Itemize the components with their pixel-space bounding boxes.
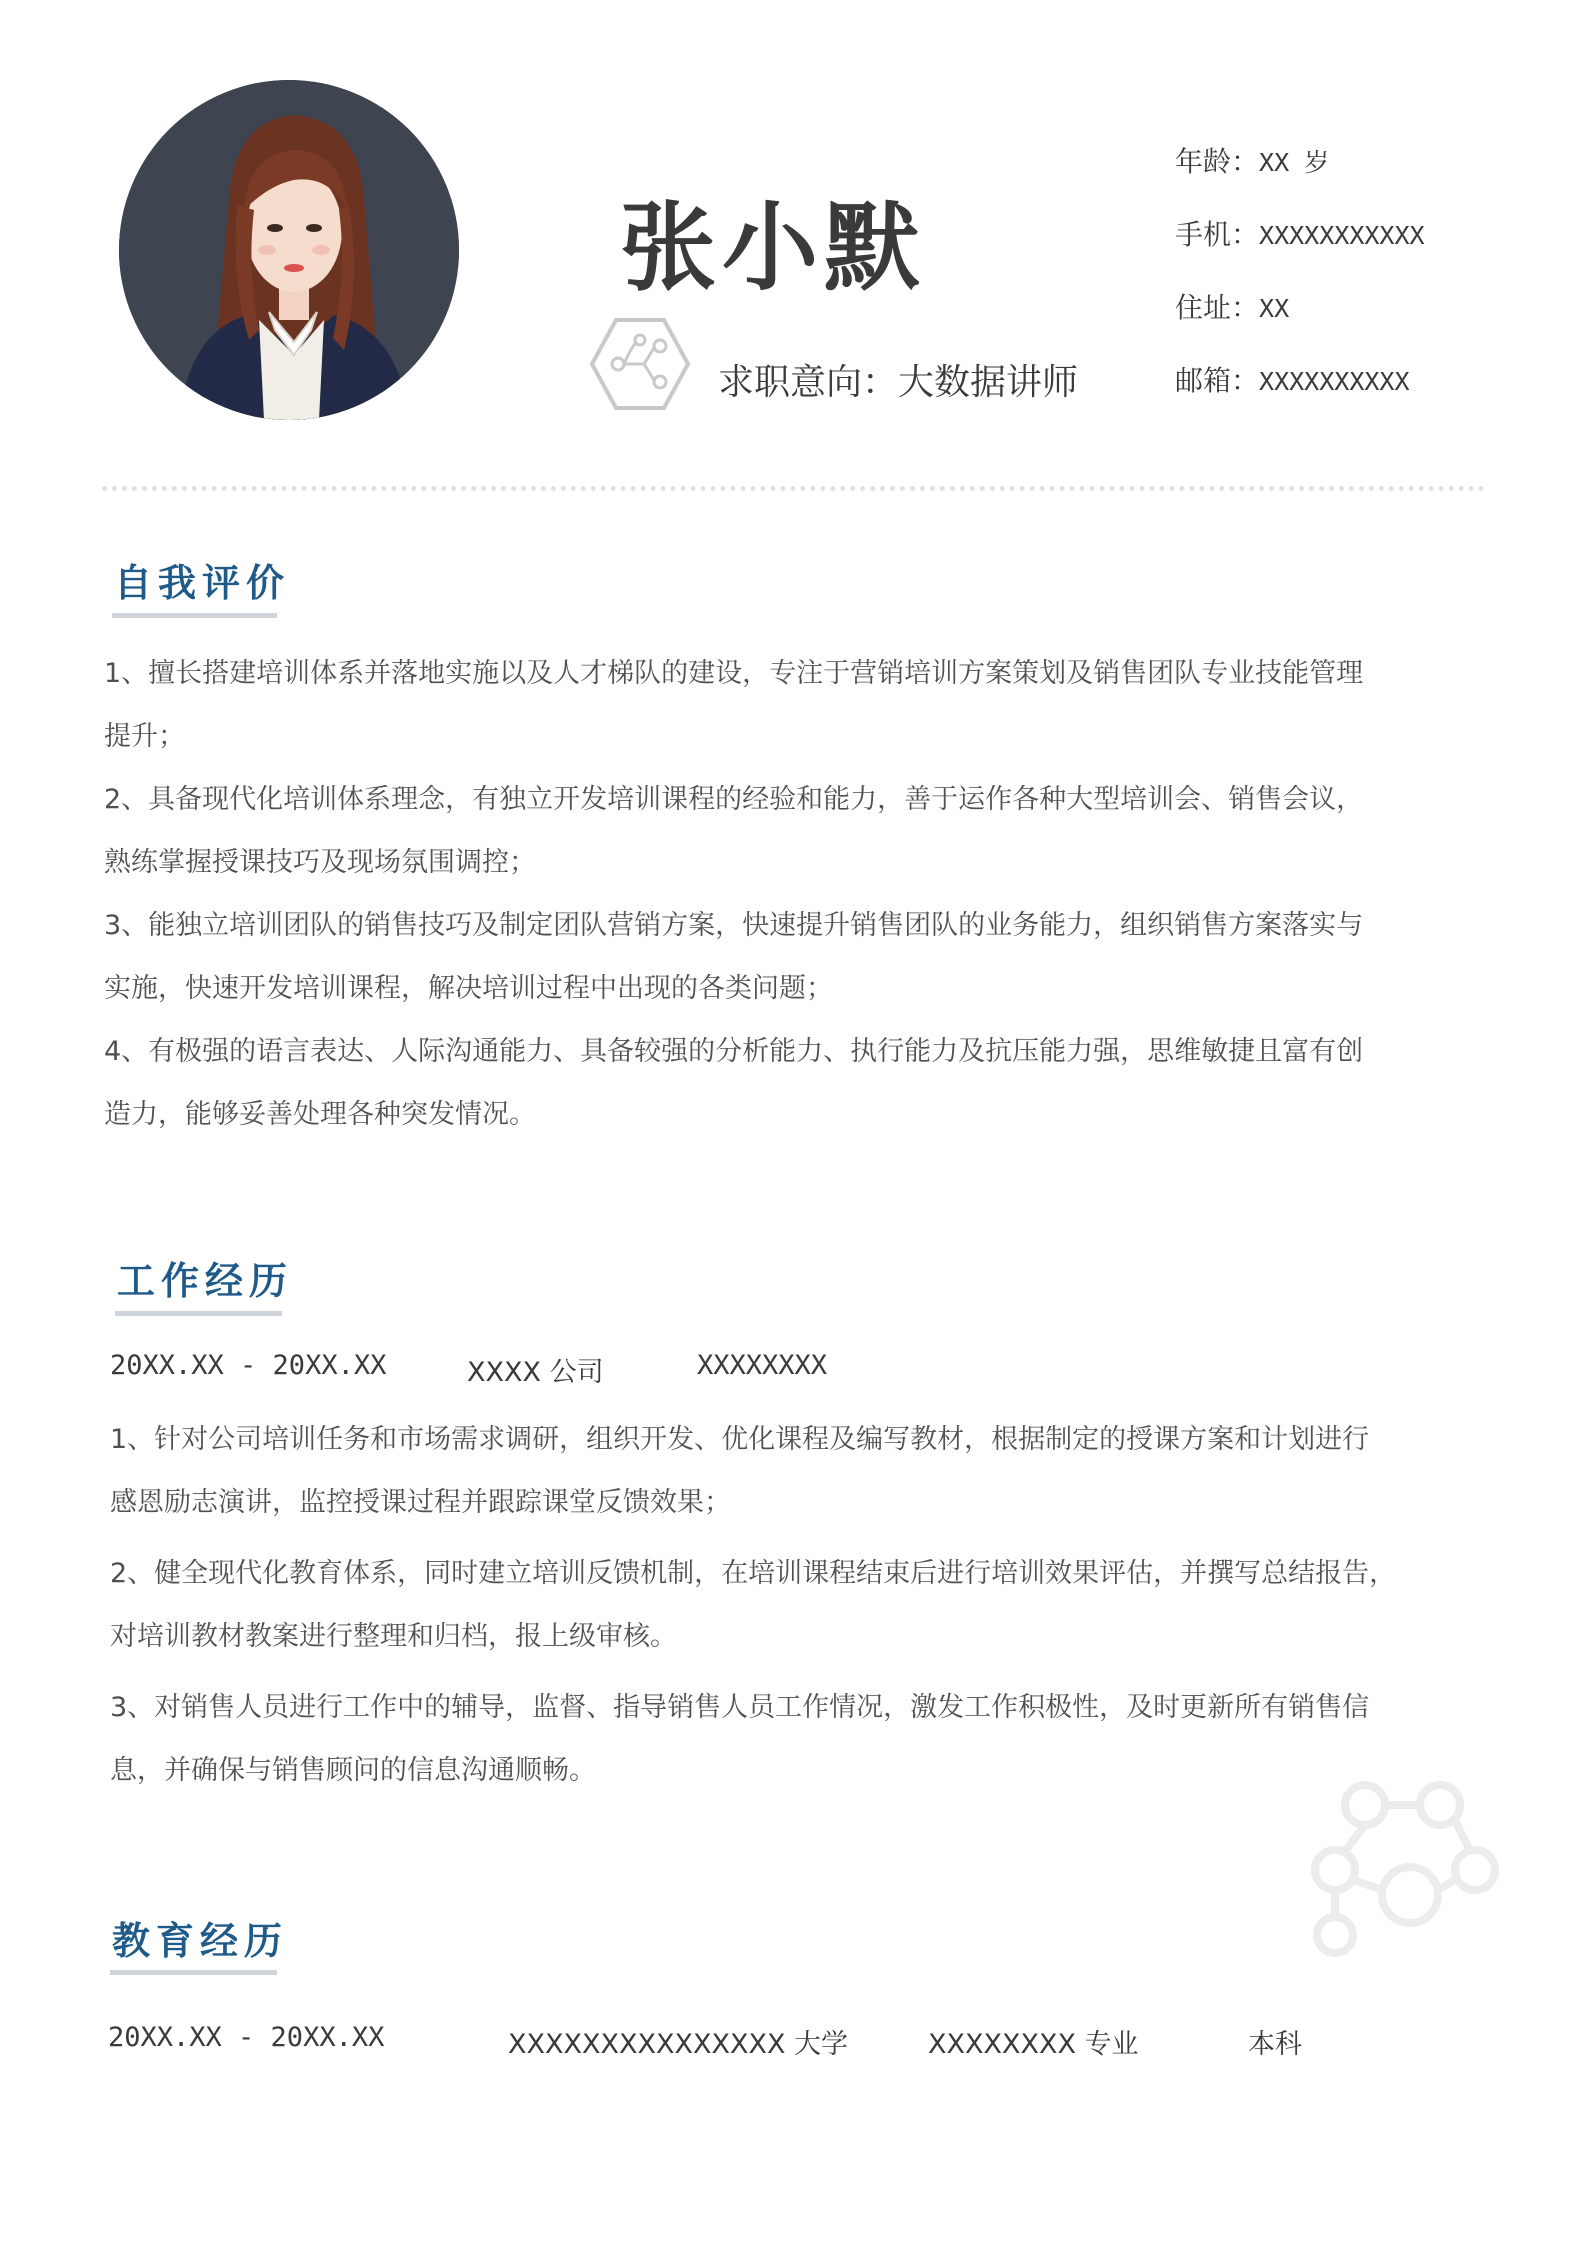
education-period: 20XX.XX - 20XX.XX (108, 2022, 385, 2053)
work-company (467, 1350, 604, 1389)
contact-address (1175, 286, 1289, 326)
self-eval-line: 实施，快速开发培训课程，解决培训过程中出现的各类问题； (104, 973, 833, 1004)
education-school (508, 2022, 848, 2061)
work-body (110, 1408, 1396, 1802)
education-major (928, 2022, 1139, 2061)
education-underline (110, 1970, 277, 1975)
candidate-name: 张小默 (620, 192, 926, 304)
work-line: 息，并确保与销售顾问的信息沟通顺畅。 (110, 1755, 596, 1786)
work-line: 2、健全现代化教育体系，同时建立培训反馈机制，在培训课程结束后进行培训效果评估，并撰写总结报告， (110, 1558, 1397, 1589)
contact-value: XX 岁 (1259, 148, 1330, 177)
education-degree: 本科 (1248, 2029, 1302, 2060)
avatar (119, 80, 459, 420)
work-line: 对培训教材教案进行整理和归档，报上级审核。 (110, 1621, 677, 1652)
work-position: XXXXXXXX (697, 1350, 828, 1381)
job-intent: 求职意向：大数据讲师 (718, 362, 1079, 403)
contact-value: XXXXXXXXXXX (1259, 221, 1425, 250)
self-eval-line: 造力，能够妥善处理各种突发情况。 (104, 1099, 536, 1130)
contact-label: 年龄： (1175, 145, 1260, 178)
contact-age (1175, 140, 1329, 180)
network-watermark-icon (1305, 1775, 1505, 1965)
header-divider (102, 486, 1485, 491)
self-eval-underline (112, 613, 277, 618)
work-underline (115, 1311, 282, 1316)
work-title: 工作经历 (117, 1259, 294, 1303)
work-company-text: XXXX 公司 (467, 1357, 604, 1388)
circuit-hexagon-icon (588, 316, 692, 412)
education-school-text: XXXXXXXXXXXXXXX 大学 (508, 2029, 849, 2060)
work-period: 20XX.XX - 20XX.XX (110, 1350, 387, 1381)
education-title: 教育经历 (112, 1919, 289, 1963)
self-eval-title: 自我评价 (114, 561, 291, 605)
contact-label: 邮箱： (1175, 364, 1260, 397)
contact-phone (1175, 213, 1425, 253)
contact-label: 住址： (1175, 291, 1260, 324)
self-eval-line: 熟练掌握授课技巧及现场氛围调控； (104, 847, 536, 878)
self-eval-line: 1、擅长搭建培训体系并落地实施以及人才梯队的建设，专注于营销培训方案策划及销售团队专业技能管理 (104, 658, 1364, 689)
education-major-text: XXXXXXXX 专业 (928, 2029, 1139, 2060)
contact-label: 手机： (1175, 218, 1260, 251)
work-line: 感恩励志演讲，监控授课过程并跟踪课堂反馈效果； (110, 1487, 731, 1518)
work-line: 3、对销售人员进行工作中的辅导，监督、指导销售人员工作情况，激发工作积极性，及时更新所有销售信 (110, 1692, 1370, 1723)
self-eval-line: 4、有极强的语言表达、人际沟通能力、具备较强的分析能力、执行能力及抗压能力强，思维敏捷且富有创 (104, 1036, 1364, 1067)
self-eval-line: 提升； (104, 721, 185, 752)
self-eval-body (104, 642, 1363, 1146)
work-line: 1、针对公司培训任务和市场需求调研，组织开发、优化课程及编写教材，根据制定的授课方案和计划进行 (110, 1424, 1370, 1455)
self-eval-line: 3、能独立培训团队的销售技巧及制定团队营销方案，快速提升销售团队的业务能力，组织销售方案落实与 (104, 910, 1364, 941)
avatar-portrait (119, 80, 459, 420)
contact-email (1175, 359, 1410, 399)
self-eval-line: 2、具备现代化培训体系理念，有独立开发培训课程的经验和能力，善于运作各种大型培训会、销售会议， (104, 784, 1364, 815)
contact-value: XXXXXXXXXX (1259, 367, 1410, 396)
contact-value: XX (1259, 294, 1290, 323)
